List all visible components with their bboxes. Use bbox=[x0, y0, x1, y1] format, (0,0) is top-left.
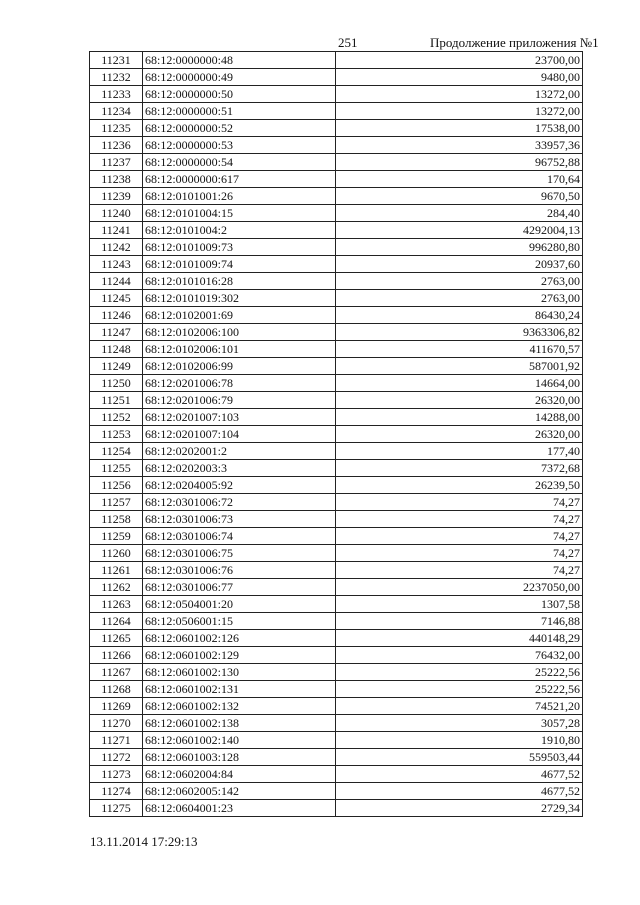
table-row bbox=[90, 137, 583, 154]
table-row bbox=[90, 783, 583, 800]
cadastral-number-cell: 68:12:0602005:142 bbox=[143, 783, 336, 800]
row-number-cell: 11266 bbox=[90, 647, 143, 664]
row-number-cell: 11270 bbox=[90, 715, 143, 732]
cadastral-number-cell: 68:12:0102001:69 bbox=[143, 307, 336, 324]
cadastral-number-cell: 68:12:0202003:3 bbox=[143, 460, 336, 477]
cadastral-number-cell: 68:12:0101009:73 bbox=[143, 239, 336, 256]
cadastral-value-cell: 177,40 bbox=[336, 443, 583, 460]
row-number-cell: 11240 bbox=[90, 205, 143, 222]
row-number-cell: 11258 bbox=[90, 511, 143, 528]
row-number-cell: 11274 bbox=[90, 783, 143, 800]
cadastral-number-cell: 68:12:0201007:104 bbox=[143, 426, 336, 443]
cadastral-number-cell: 68:12:0101001:26 bbox=[143, 188, 336, 205]
row-number-cell: 11262 bbox=[90, 579, 143, 596]
table-row bbox=[90, 409, 583, 426]
cadastral-value-cell: 13272,00 bbox=[336, 86, 583, 103]
row-number-cell: 11265 bbox=[90, 630, 143, 647]
cadastral-number-cell: 68:12:0000000:54 bbox=[143, 154, 336, 171]
table-row bbox=[90, 460, 583, 477]
table-row bbox=[90, 511, 583, 528]
cadastral-value-cell: 74,27 bbox=[336, 562, 583, 579]
row-number-cell: 11243 bbox=[90, 256, 143, 273]
cadastral-value-cell: 96752,88 bbox=[336, 154, 583, 171]
cadastral-number-cell: 68:12:0601002:132 bbox=[143, 698, 336, 715]
row-number-cell: 11248 bbox=[90, 341, 143, 358]
row-number-cell: 11271 bbox=[90, 732, 143, 749]
table-row bbox=[90, 698, 583, 715]
cadastral-number-cell: 68:12:0101004:2 bbox=[143, 222, 336, 239]
table-row bbox=[90, 341, 583, 358]
table-row bbox=[90, 426, 583, 443]
row-number-cell: 11232 bbox=[90, 69, 143, 86]
cadastral-value-cell: 587001,92 bbox=[336, 358, 583, 375]
table-row bbox=[90, 749, 583, 766]
cadastral-value-cell: 20937,60 bbox=[336, 256, 583, 273]
row-number-cell: 11275 bbox=[90, 800, 143, 817]
table-row bbox=[90, 477, 583, 494]
cadastral-value-cell: 284,40 bbox=[336, 205, 583, 222]
cadastral-value-cell: 74521,20 bbox=[336, 698, 583, 715]
cadastral-value-cell: 9363306,82 bbox=[336, 324, 583, 341]
cadastral-value-cell: 3057,28 bbox=[336, 715, 583, 732]
cadastral-number-cell: 68:12:0101016:28 bbox=[143, 273, 336, 290]
cadastral-number-cell: 68:12:0102006:100 bbox=[143, 324, 336, 341]
cadastral-number-cell: 68:12:0604001:23 bbox=[143, 800, 336, 817]
cadastral-value-cell: 74,27 bbox=[336, 511, 583, 528]
table-row bbox=[90, 732, 583, 749]
cadastral-number-cell: 68:12:0601002:138 bbox=[143, 715, 336, 732]
row-number-cell: 11246 bbox=[90, 307, 143, 324]
cadastral-value-cell: 13272,00 bbox=[336, 103, 583, 120]
row-number-cell: 11242 bbox=[90, 239, 143, 256]
table-row bbox=[90, 766, 583, 783]
table-row bbox=[90, 222, 583, 239]
table-row bbox=[90, 103, 583, 120]
cadastral-number-cell: 68:12:0000000:50 bbox=[143, 86, 336, 103]
table-row bbox=[90, 273, 583, 290]
row-number-cell: 11245 bbox=[90, 290, 143, 307]
row-number-cell: 11238 bbox=[90, 171, 143, 188]
row-number-cell: 11236 bbox=[90, 137, 143, 154]
row-number-cell: 11261 bbox=[90, 562, 143, 579]
cadastral-number-cell: 68:12:0000000:52 bbox=[143, 120, 336, 137]
row-number-cell: 11250 bbox=[90, 375, 143, 392]
cadastral-value-cell: 411670,57 bbox=[336, 341, 583, 358]
cadastral-number-cell: 68:12:0102006:101 bbox=[143, 341, 336, 358]
cadastral-value-cell: 74,27 bbox=[336, 494, 583, 511]
cadastral-value-cell: 4677,52 bbox=[336, 783, 583, 800]
table-body bbox=[90, 52, 583, 817]
cadastral-value-cell: 4677,52 bbox=[336, 766, 583, 783]
row-number-cell: 11256 bbox=[90, 477, 143, 494]
row-number-cell: 11267 bbox=[90, 664, 143, 681]
cadastral-number-cell: 68:12:0301006:73 bbox=[143, 511, 336, 528]
cadastral-value-cell: 2237050,00 bbox=[336, 579, 583, 596]
cadastral-number-cell: 68:12:0602004:84 bbox=[143, 766, 336, 783]
cadastral-number-cell: 68:12:0601002:126 bbox=[143, 630, 336, 647]
cadastral-number-cell: 68:12:0000000:48 bbox=[143, 52, 336, 69]
cadastral-number-cell: 68:12:0601002:130 bbox=[143, 664, 336, 681]
cadastral-number-cell: 68:12:0601002:140 bbox=[143, 732, 336, 749]
cadastral-value-cell: 7372,68 bbox=[336, 460, 583, 477]
table-row bbox=[90, 154, 583, 171]
table-row bbox=[90, 69, 583, 86]
cadastral-number-cell: 68:12:0102006:99 bbox=[143, 358, 336, 375]
row-number-cell: 11234 bbox=[90, 103, 143, 120]
cadastral-value-cell: 33957,36 bbox=[336, 137, 583, 154]
table-row bbox=[90, 681, 583, 698]
row-number-cell: 11247 bbox=[90, 324, 143, 341]
row-number-cell: 11244 bbox=[90, 273, 143, 290]
cadastral-value-cell: 25222,56 bbox=[336, 681, 583, 698]
cadastral-value-cell: 9480,00 bbox=[336, 69, 583, 86]
row-number-cell: 11235 bbox=[90, 120, 143, 137]
row-number-cell: 11241 bbox=[90, 222, 143, 239]
cadastral-number-cell: 68:12:0301006:76 bbox=[143, 562, 336, 579]
table-row bbox=[90, 494, 583, 511]
cadastral-number-cell: 68:12:0204005:92 bbox=[143, 477, 336, 494]
cadastral-value-cell: 74,27 bbox=[336, 545, 583, 562]
table-row bbox=[90, 86, 583, 103]
table-row bbox=[90, 715, 583, 732]
table-row bbox=[90, 307, 583, 324]
cadastral-number-cell: 68:12:0101019:302 bbox=[143, 290, 336, 307]
cadastral-value-cell: 1307,58 bbox=[336, 596, 583, 613]
row-number-cell: 11239 bbox=[90, 188, 143, 205]
cadastral-number-cell: 68:12:0101004:15 bbox=[143, 205, 336, 222]
cadastral-number-cell: 68:12:0506001:15 bbox=[143, 613, 336, 630]
row-number-cell: 11255 bbox=[90, 460, 143, 477]
cadastral-number-cell: 68:12:0000000:51 bbox=[143, 103, 336, 120]
table-row bbox=[90, 239, 583, 256]
cadastral-value-cell: 26320,00 bbox=[336, 392, 583, 409]
table-row bbox=[90, 375, 583, 392]
print-timestamp: 13.11.2014 17:29:13 bbox=[90, 834, 198, 849]
cadastral-value-cell: 996280,80 bbox=[336, 239, 583, 256]
table-row bbox=[90, 290, 583, 307]
cadastral-number-cell: 68:12:0201006:79 bbox=[143, 392, 336, 409]
cadastral-number-cell: 68:12:0301006:74 bbox=[143, 528, 336, 545]
row-number-cell: 11269 bbox=[90, 698, 143, 715]
row-number-cell: 11237 bbox=[90, 154, 143, 171]
table-row bbox=[90, 664, 583, 681]
row-number-cell: 11264 bbox=[90, 613, 143, 630]
cadastral-number-cell: 68:12:0301006:77 bbox=[143, 579, 336, 596]
cadastral-value-table bbox=[89, 51, 583, 817]
row-number-cell: 11252 bbox=[90, 409, 143, 426]
cadastral-value-cell: 76432,00 bbox=[336, 647, 583, 664]
table-row bbox=[90, 528, 583, 545]
row-number-cell: 11263 bbox=[90, 596, 143, 613]
table-row bbox=[90, 630, 583, 647]
row-number-cell: 11259 bbox=[90, 528, 143, 545]
row-number-cell: 11253 bbox=[90, 426, 143, 443]
cadastral-value-cell: 559503,44 bbox=[336, 749, 583, 766]
table-row bbox=[90, 324, 583, 341]
cadastral-number-cell: 68:12:0601002:131 bbox=[143, 681, 336, 698]
cadastral-number-cell: 68:12:0101009:74 bbox=[143, 256, 336, 273]
page-number: 251 bbox=[338, 35, 358, 50]
row-number-cell: 11249 bbox=[90, 358, 143, 375]
row-number-cell: 11231 bbox=[90, 52, 143, 69]
table-row bbox=[90, 358, 583, 375]
cadastral-number-cell: 68:12:0000000:617 bbox=[143, 171, 336, 188]
table-row bbox=[90, 613, 583, 630]
cadastral-value-cell: 74,27 bbox=[336, 528, 583, 545]
table-row bbox=[90, 120, 583, 137]
cadastral-number-cell: 68:12:0301006:72 bbox=[143, 494, 336, 511]
table-row bbox=[90, 443, 583, 460]
table-row bbox=[90, 52, 583, 69]
cadastral-value-cell: 9670,50 bbox=[336, 188, 583, 205]
cadastral-value-cell: 14288,00 bbox=[336, 409, 583, 426]
row-number-cell: 11251 bbox=[90, 392, 143, 409]
cadastral-number-cell: 68:12:0504001:20 bbox=[143, 596, 336, 613]
cadastral-value-cell: 2763,00 bbox=[336, 273, 583, 290]
row-number-cell: 11273 bbox=[90, 766, 143, 783]
cadastral-value-cell: 440148,29 bbox=[336, 630, 583, 647]
cadastral-value-cell: 86430,24 bbox=[336, 307, 583, 324]
cadastral-number-cell: 68:12:0201007:103 bbox=[143, 409, 336, 426]
row-number-cell: 11257 bbox=[90, 494, 143, 511]
cadastral-value-cell: 1910,80 bbox=[336, 732, 583, 749]
cadastral-value-cell: 2763,00 bbox=[336, 290, 583, 307]
row-number-cell: 11272 bbox=[90, 749, 143, 766]
cadastral-number-cell: 68:12:0301006:75 bbox=[143, 545, 336, 562]
table-row bbox=[90, 188, 583, 205]
table-row bbox=[90, 800, 583, 817]
cadastral-number-cell: 68:12:0000000:49 bbox=[143, 69, 336, 86]
row-number-cell: 11260 bbox=[90, 545, 143, 562]
cadastral-number-cell: 68:12:0201006:78 bbox=[143, 375, 336, 392]
cadastral-value-cell: 26239,50 bbox=[336, 477, 583, 494]
row-number-cell: 11268 bbox=[90, 681, 143, 698]
cadastral-value-cell: 7146,88 bbox=[336, 613, 583, 630]
cadastral-value-cell: 4292004,13 bbox=[336, 222, 583, 239]
table-row bbox=[90, 579, 583, 596]
cadastral-value-cell: 23700,00 bbox=[336, 52, 583, 69]
cadastral-value-cell: 2729,34 bbox=[336, 800, 583, 817]
cadastral-number-cell: 68:12:0601002:129 bbox=[143, 647, 336, 664]
table-row bbox=[90, 256, 583, 273]
table-row bbox=[90, 596, 583, 613]
table-row bbox=[90, 392, 583, 409]
continuation-label: Продолжение приложения №1 bbox=[430, 35, 599, 50]
table-row bbox=[90, 171, 583, 188]
row-number-cell: 11254 bbox=[90, 443, 143, 460]
cadastral-value-cell: 17538,00 bbox=[336, 120, 583, 137]
table-row bbox=[90, 205, 583, 222]
cadastral-value-cell: 170,64 bbox=[336, 171, 583, 188]
cadastral-value-cell: 14664,00 bbox=[336, 375, 583, 392]
table-row bbox=[90, 647, 583, 664]
cadastral-number-cell: 68:12:0000000:53 bbox=[143, 137, 336, 154]
cadastral-number-cell: 68:12:0202001:2 bbox=[143, 443, 336, 460]
cadastral-number-cell: 68:12:0601003:128 bbox=[143, 749, 336, 766]
table-row bbox=[90, 562, 583, 579]
cadastral-value-cell: 26320,00 bbox=[336, 426, 583, 443]
cadastral-value-cell: 25222,56 bbox=[336, 664, 583, 681]
row-number-cell: 11233 bbox=[90, 86, 143, 103]
table-row bbox=[90, 545, 583, 562]
